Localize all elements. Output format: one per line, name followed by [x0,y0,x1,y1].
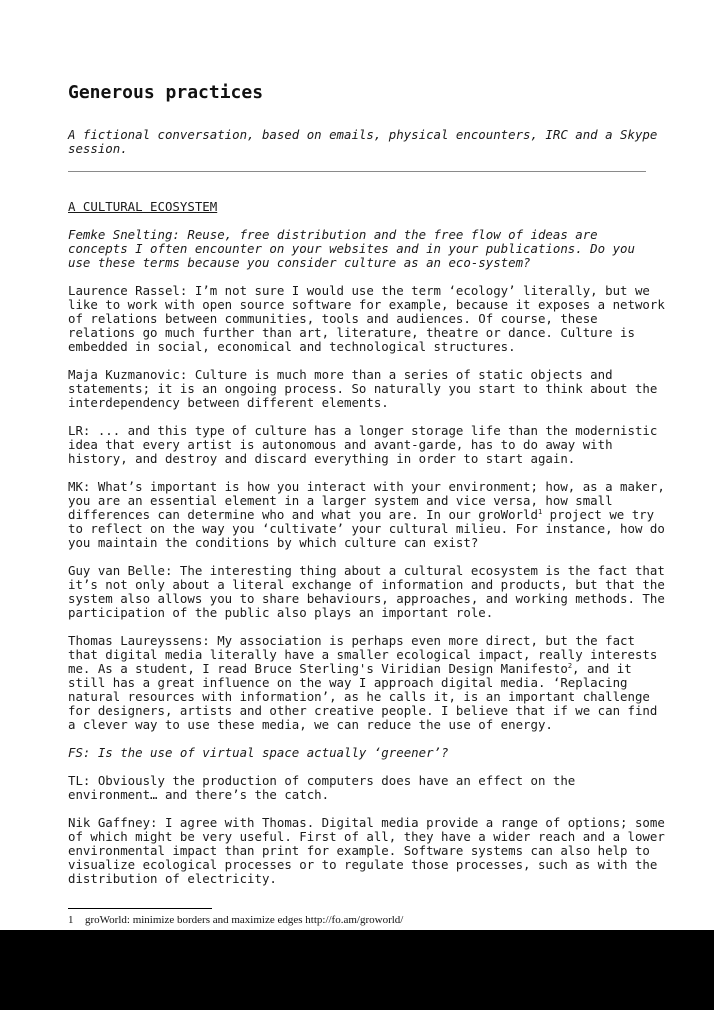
text-line: you are an essential element in a larger system and vice versa, how small [68,493,613,508]
text-segment: differences can determine who and what you are. In our groWorld [68,507,538,522]
answer-paragraph [68,633,658,732]
text-line: Thomas Laureyssens: My association is perhaps even more direct, but the fact [68,633,635,648]
text-line: a clever way to use these media, we can reduce the use of energy. [68,717,553,732]
text-line: participation of the public also plays an important role. [68,605,494,620]
footnote-marker[interactable]: 1 [537,507,543,516]
answer-paragraph [68,563,665,620]
text-line: environment… and there’s the catch. [68,787,330,802]
text-line: Guy van Belle: The interesting thing about a cultural ecosystem is the fact that [68,563,665,578]
question-paragraph [68,228,648,270]
text-line: interdependency between different elements. [68,395,389,410]
text-line: you maintain the conditions by which culture can exist? [68,535,479,550]
answer-paragraph [68,774,648,802]
answer-paragraph [68,367,658,410]
text-line [68,662,648,676]
text-line: natural resources with information’, as he calls it, is an important challenge [68,689,650,704]
text-line: distribution of electricity. [68,871,277,886]
footnote [68,913,403,927]
question-paragraph [68,746,648,760]
answer-paragraph [68,479,665,550]
text-line: embedded in social, economical and technological structures. [68,339,516,354]
intro-text [68,127,658,156]
text-segment: , and it [572,661,632,676]
text-line: Maja Kuzmanovic: Culture is much more than a series of static objects and [68,367,613,382]
text-line: of which might be very useful. First of all, they have a wider reach and a lower [68,829,665,844]
text-line: to reflect on the way you ‘cultivate’ your cultural milieu. For instance, how do [68,521,665,536]
text-line: of relations between communities, tools and audiences. Of course, these [68,311,598,326]
text-line: it’s not only about a literal exchange of information and products, but that the [68,577,665,592]
text-line: LR: ... and this type of culture has a longer storage life than the modernistic [68,423,658,438]
text-line: idea that every artist is autonomous and avant-garde, has to do away with [68,437,613,452]
text-line: relations go much further than art, literature, theatre or dance. Culture is [68,325,635,340]
text-line: for designers, artists and other creative people. I believe that if we can find [68,703,658,718]
bottom-black-band [0,930,714,1010]
text-line: environmental impact than print for example. Software systems can also help to [68,843,650,858]
text-line: statements; it is an ongoing process. So naturally you start to think about the [68,381,658,396]
text-line: still has a great influence on the way I approach digital media. ‘Replacing [68,675,628,690]
text-line: system also allows you to share behaviours, approaches, and working methods. The [68,591,665,606]
text-line: concepts I often encounter on your websites and in your publications. Do you [68,241,635,256]
text-line [68,507,655,522]
section-heading: A CULTURAL ECOSYSTEM [68,199,218,214]
answer-paragraph [68,283,665,354]
text-line: Nik Gaffney: I agree with Thomas. Digital media provide a range of options; some [68,815,665,830]
intro-line: A fictional conversation, based on emails, physical encounters, IRC and a Skype [68,127,658,142]
text-line: MK: What’s important is how you interact with your environment; how, as a maker, [68,479,665,494]
text-line: FS: Is the use of virtual space actually ‘greener’? [68,745,449,760]
section-divider [68,171,646,172]
text-line: that digital media literally have a smaller ecological impact, really interests [68,647,658,662]
document-title: Generous practices [68,82,264,103]
footnote-number: 1 [68,914,74,926]
text-line: Laurence Rassel: I’m not sure I would use the term ‘ecology’ literally, but we [68,283,650,298]
intro-line: session. [68,141,128,156]
text-line: use these terms because you consider culture as an eco-system? [68,255,531,270]
text-line: TL: Obviously the production of computers does have an effect on the [68,773,576,788]
answer-paragraph [68,423,658,466]
footnote-marker[interactable]: 2 [567,661,573,670]
text-line: history, and destroy and discard everything in order to start again. [68,451,576,466]
text-line: visualize ecological processes or to regulate those processes, such as with the [68,857,658,872]
footnote-divider [68,908,212,909]
text-line: Femke Snelting: Reuse, free distribution and the free flow of ideas are [68,227,598,242]
footnote-text[interactable]: groWorld: minimize borders and maximize edges http://fo.am/groworld/ [85,914,404,926]
text-segment: me. As a student, I read Bruce Sterling's Viridian Design Manifesto [68,661,568,676]
text-segment: project we try [542,507,655,522]
answer-paragraph [68,815,665,886]
text-line: like to work with open source software for example, because it exposes a network [68,297,665,312]
